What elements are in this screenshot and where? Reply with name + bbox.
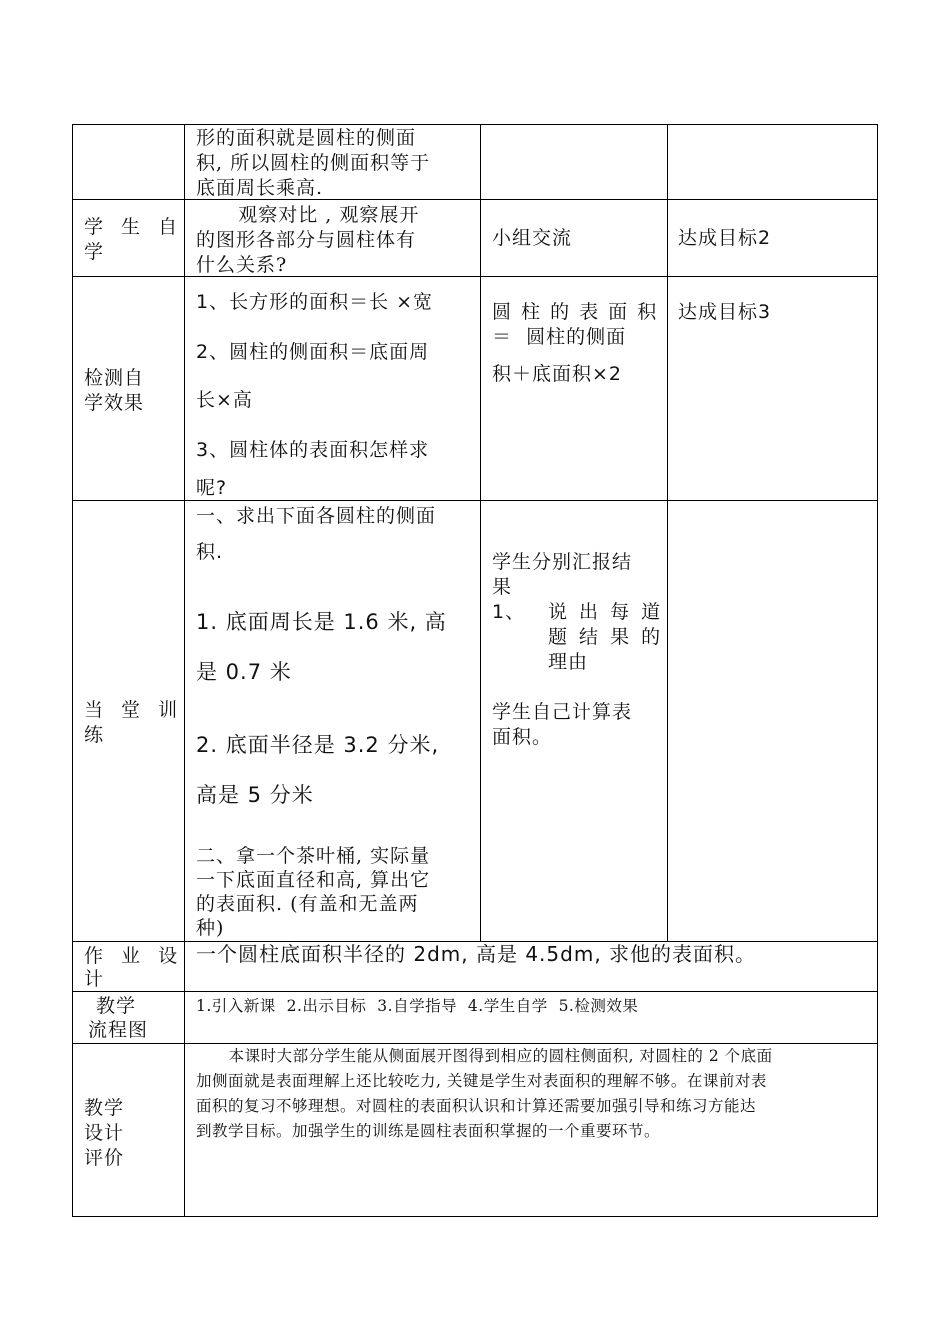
content-line: 种): [196, 917, 225, 939]
student-activity: 学生分别汇报结: [492, 551, 633, 573]
content-line: 2. 底面半径是 3.2 分米,: [196, 733, 440, 757]
content-line: 1、长方形的面积＝长 ×宽: [196, 291, 434, 313]
row-rule-3: [72, 500, 878, 501]
table-border-right: [877, 124, 878, 1217]
homework-text: 一个圆柱底面积半径的 2dm, 高是 4.5dm, 求他的表面积。: [196, 942, 757, 966]
column-divider-1: [184, 124, 185, 1217]
row-label: 学 生 自: [84, 216, 184, 238]
content-line: 形的面积就是圆柱的侧面: [196, 127, 417, 149]
student-activity: 理由: [548, 651, 589, 673]
content-line: 底面周长乘高.: [196, 177, 324, 199]
content-line: 的表面积. (有盖和无盖两: [196, 893, 419, 915]
student-activity: 面积。: [492, 726, 553, 748]
content-line: 一下底面直径和高, 算出它: [196, 869, 431, 891]
student-activity: 1、: [492, 601, 526, 623]
content-line: 呢?: [196, 477, 228, 499]
content-line: 二、拿一个茶叶桶, 实际量: [196, 845, 431, 867]
content-line: 2、圆柱的侧面积＝底面周: [196, 341, 430, 363]
column-divider-3: [667, 124, 668, 941]
row-label: 学效果: [84, 392, 145, 414]
row-rule-2: [72, 276, 878, 277]
row-label: 设计: [84, 1122, 125, 1144]
row-label: 当 堂 训: [84, 699, 184, 721]
row-label: 计: [84, 968, 105, 990]
evaluation-line: 面积的复习不够理想。对圆柱的表面积认识和计算还需要加强引导和练习方能达: [196, 1097, 757, 1115]
content-line: 长×高: [196, 389, 253, 411]
row-label: 检测自: [84, 367, 145, 389]
student-activity: 题 结 果 的: [548, 626, 664, 648]
row-label: 练: [84, 724, 105, 746]
row-label: 学: [84, 241, 105, 263]
row-label: 教学: [84, 1097, 125, 1119]
content-line: 观察对比 , 观察展开: [196, 204, 420, 226]
student-activity: 果: [492, 576, 513, 598]
goal-label: 达成目标2: [678, 227, 772, 249]
content-line: 的图形各部分与圆柱体有: [196, 229, 417, 251]
student-activity: ＝ 圆柱的侧面: [492, 326, 627, 348]
row-label: 评价: [84, 1147, 125, 1169]
row-label: 流程图: [88, 1019, 149, 1041]
evaluation-line: 到教学目标。加强学生的训练是圆柱表面积掌握的一个重要环节。: [196, 1122, 661, 1140]
content-line: 什么关系?: [196, 254, 288, 276]
row-rule-top: [72, 124, 878, 125]
row-rule-5: [72, 991, 878, 992]
content-line: 3、圆柱体的表面积怎样求: [196, 439, 430, 461]
student-activity: 说 出 每 道: [548, 601, 664, 623]
content-line: 高是 5 分米: [196, 783, 314, 807]
row-label: 教学: [96, 995, 137, 1017]
evaluation-line: 本课时大部分学生能从侧面展开图得到相应的圆柱侧面积, 对圆柱的 2 个底面: [196, 1047, 773, 1065]
table-border-left: [72, 124, 73, 1217]
student-activity: 小组交流: [492, 227, 573, 249]
content-line: 一、求出下面各圆柱的侧面: [196, 505, 437, 527]
content-line: 1. 底面周长是 1.6 米, 高: [196, 610, 447, 634]
column-divider-2: [480, 124, 481, 941]
content-line: 积, 所以圆柱的侧面积等于: [196, 152, 431, 174]
content-line: 积.: [196, 541, 224, 563]
student-activity: 积＋底面积×2: [492, 363, 623, 385]
student-activity: 学生自己计算表: [492, 701, 633, 723]
row-label: 作 业 设: [84, 945, 184, 967]
evaluation-line: 加侧面就是表面理解上还比较吃力, 关键是学生对表面积的理解不够。在课前对表: [196, 1072, 767, 1090]
student-activity: 圆 柱 的 表 面 积: [492, 301, 659, 323]
flowchart-steps: 1.引入新课 2.出示目标 3.自学指导 4.学生自学 5.检测效果: [196, 997, 639, 1015]
goal-label: 达成目标3: [678, 301, 772, 323]
content-line: 是 0.7 米: [196, 660, 292, 684]
row-rule-bottom: [72, 1216, 878, 1217]
row-rule-1: [72, 199, 878, 200]
